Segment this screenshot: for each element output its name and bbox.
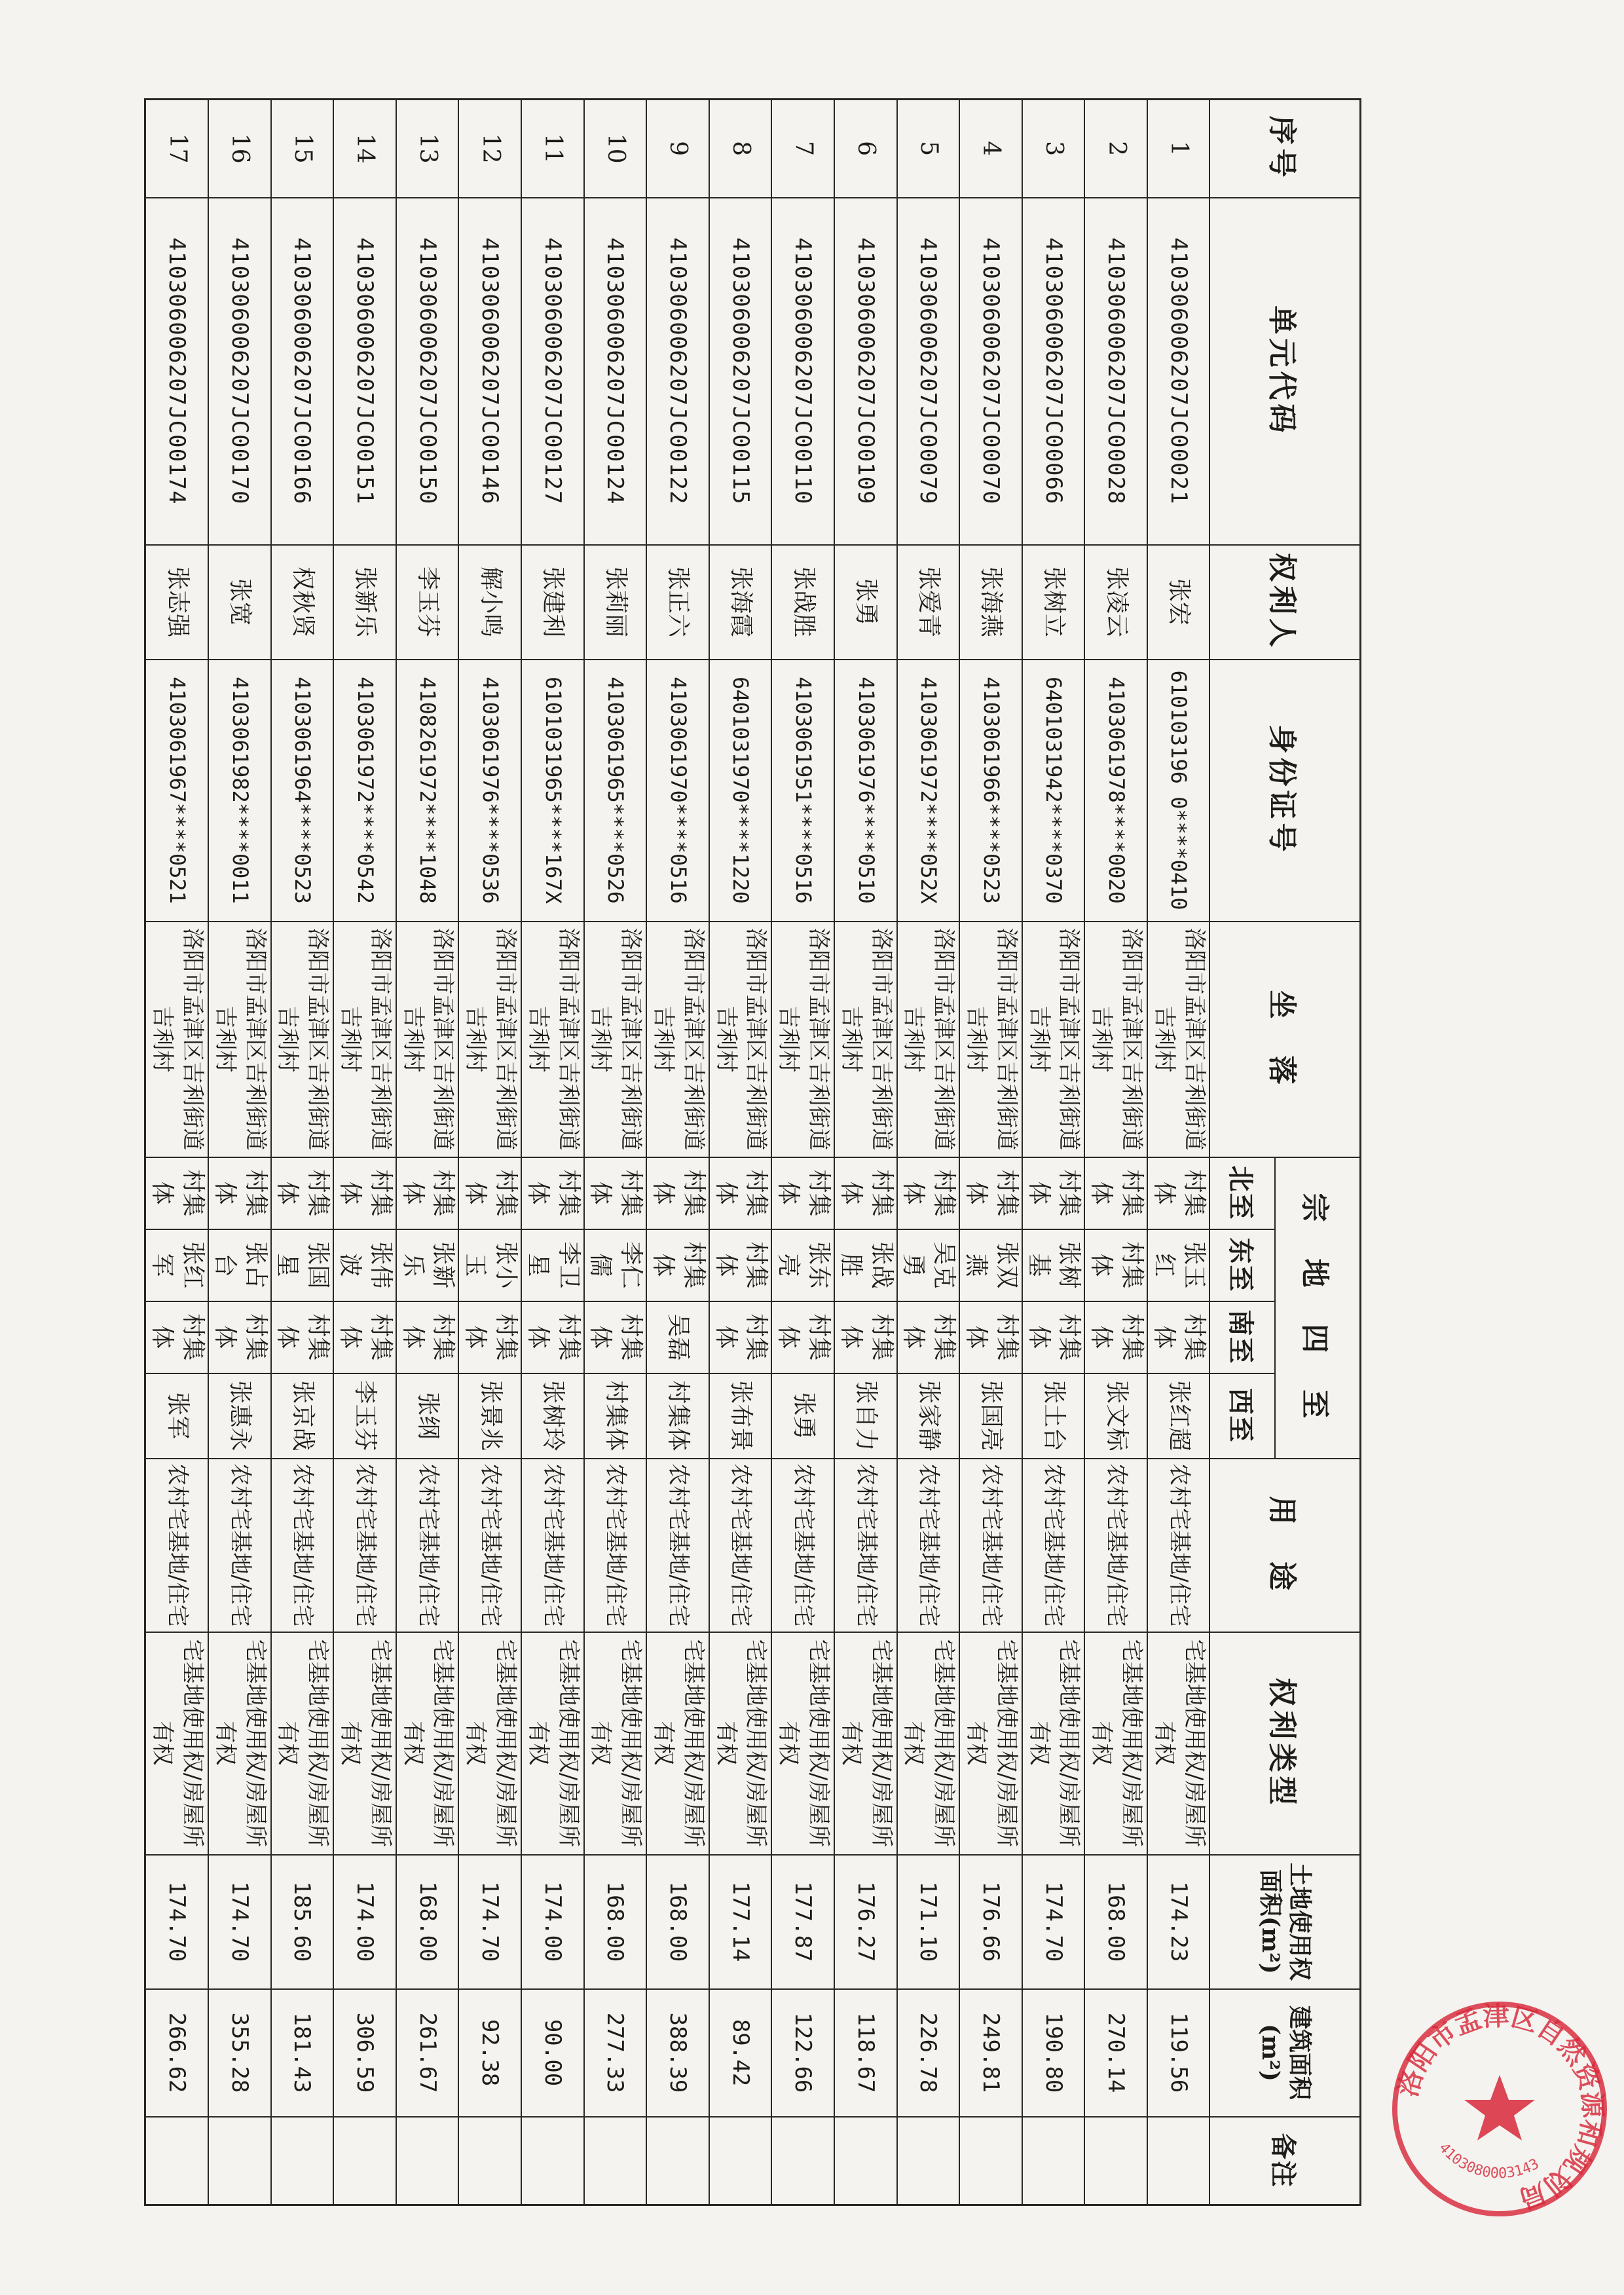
cell-south: 村集体 <box>1022 1301 1085 1373</box>
cell-building-area: 118.67 <box>834 1989 897 2117</box>
seal-star-icon <box>1464 2075 1535 2140</box>
table-row <box>1147 100 1210 2205</box>
cell-west: 李玉芬 <box>333 1373 396 1459</box>
cell-south: 村集体 <box>521 1301 584 1373</box>
cell-west: 村集体 <box>584 1373 647 1459</box>
cell-seq: 16 <box>208 100 271 198</box>
cell-location: 洛阳市孟津区吉利街道吉利村 <box>1022 922 1085 1157</box>
header-building-area: 建筑面积(m²) <box>1210 1989 1361 2117</box>
cell-west: 张国亮 <box>959 1373 1022 1459</box>
registry-table <box>144 98 1361 2206</box>
cell-seq: 10 <box>584 100 647 198</box>
cell-east: 张玉红 <box>1147 1229 1210 1301</box>
cell-north: 村集体 <box>208 1157 271 1229</box>
cell-building-area: 119.56 <box>1147 1989 1210 2117</box>
cell-seq: 13 <box>396 100 459 198</box>
cell-right-type: 宅基地使用权/房屋所有权 <box>1022 1632 1085 1855</box>
cell-building-area: 190.80 <box>1022 1989 1085 2117</box>
cell-id-number: 6101031965****167X <box>521 660 584 922</box>
cell-east: 张新乐 <box>396 1229 459 1301</box>
cell-land-area: 168.00 <box>584 1855 647 1989</box>
cell-id-number: 610103196 0****0410 <box>1147 660 1210 922</box>
cell-remarks <box>521 2117 584 2205</box>
table-row <box>521 100 584 2205</box>
cell-usage: 农村宅基地/住宅 <box>646 1459 709 1632</box>
cell-north: 村集体 <box>771 1157 834 1229</box>
cell-right-type: 宅基地使用权/房屋所有权 <box>145 1632 208 1855</box>
cell-west: 张景兆 <box>458 1373 521 1459</box>
cell-id-number: 4108261972****1048 <box>396 660 459 922</box>
cell-land-area: 174.70 <box>1022 1855 1085 1989</box>
cell-unit-code: 410306006207JC00122 <box>646 198 709 545</box>
cell-remarks <box>271 2117 334 2205</box>
cell-west: 张家静 <box>897 1373 960 1459</box>
cell-seq: 12 <box>458 100 521 198</box>
cell-building-area: 181.43 <box>271 1989 334 2117</box>
cell-holder: 张海燕 <box>959 545 1022 660</box>
cell-unit-code: 410306006207JC00115 <box>709 198 772 545</box>
cell-holder: 张树立 <box>1022 545 1085 660</box>
table-row <box>959 100 1022 2205</box>
seal-number: 4103080003143 <box>1435 2140 1542 2182</box>
cell-land-area: 174.70 <box>145 1855 208 1989</box>
cell-seq: 5 <box>897 100 960 198</box>
cell-east: 张小玉 <box>458 1229 521 1301</box>
cell-right-type: 宅基地使用权/房屋所有权 <box>834 1632 897 1855</box>
cell-right-type: 宅基地使用权/房屋所有权 <box>1084 1632 1147 1855</box>
table-row <box>145 100 208 2205</box>
cell-unit-code: 410306006207JC00079 <box>897 198 960 545</box>
header-right-type: 权利类型 <box>1210 1632 1361 1855</box>
header-east: 东至 <box>1210 1229 1276 1301</box>
cell-location: 洛阳市孟津区吉利街道吉利村 <box>1084 922 1147 1157</box>
cell-holder: 张海霞 <box>709 545 772 660</box>
header-remarks: 备注 <box>1210 2117 1361 2205</box>
cell-land-area: 168.00 <box>1084 1855 1147 1989</box>
cell-right-type: 宅基地使用权/房屋所有权 <box>959 1632 1022 1855</box>
cell-right-type: 宅基地使用权/房屋所有权 <box>271 1632 334 1855</box>
cell-south: 村集体 <box>396 1301 459 1373</box>
cell-location: 洛阳市孟津区吉利街道吉利村 <box>458 922 521 1157</box>
cell-land-area: 174.23 <box>1147 1855 1210 1989</box>
cell-usage: 农村宅基地/住宅 <box>333 1459 396 1632</box>
cell-land-area: 168.00 <box>646 1855 709 1989</box>
cell-location: 洛阳市孟津区吉利街道吉利村 <box>584 922 647 1157</box>
cell-east: 村集体 <box>1084 1229 1147 1301</box>
cell-holder: 张爱青 <box>897 545 960 660</box>
cell-id-number: 6401031942****0370 <box>1022 660 1085 922</box>
cell-right-type: 宅基地使用权/房屋所有权 <box>1147 1632 1210 1855</box>
cell-east: 张占台 <box>208 1229 271 1301</box>
cell-remarks <box>396 2117 459 2205</box>
cell-usage: 农村宅基地/住宅 <box>584 1459 647 1632</box>
cell-id-number: 4103061976****0510 <box>834 660 897 922</box>
cell-unit-code: 410306006207JC00151 <box>333 198 396 545</box>
cell-remarks <box>1084 2117 1147 2205</box>
cell-west: 张军 <box>145 1373 208 1459</box>
header-north: 北至 <box>1210 1157 1276 1229</box>
cell-holder: 张宽 <box>208 545 271 660</box>
cell-usage: 农村宅基地/住宅 <box>1084 1459 1147 1632</box>
cell-id-number: 4103061978****0020 <box>1084 660 1147 922</box>
cell-building-area: 266.62 <box>145 1989 208 2117</box>
cell-west: 张树玲 <box>521 1373 584 1459</box>
cell-id-number: 4103061967****0521 <box>145 660 208 922</box>
table-row <box>584 100 647 2205</box>
cell-land-area: 174.70 <box>208 1855 271 1989</box>
table-row <box>771 100 834 2205</box>
cell-west: 张布景 <box>709 1373 772 1459</box>
cell-west: 张文标 <box>1084 1373 1147 1459</box>
header-usage: 用 途 <box>1210 1459 1361 1632</box>
cell-id-number: 4103061972****052X <box>897 660 960 922</box>
cell-seq: 3 <box>1022 100 1085 198</box>
cell-holder: 解小鸣 <box>458 545 521 660</box>
cell-right-type: 宅基地使用权/房屋所有权 <box>897 1632 960 1855</box>
cell-south: 村集体 <box>771 1301 834 1373</box>
cell-id-number: 4103061972****0542 <box>333 660 396 922</box>
cell-north: 村集体 <box>271 1157 334 1229</box>
cell-north: 村集体 <box>1022 1157 1085 1229</box>
cell-south: 村集体 <box>834 1301 897 1373</box>
cell-location: 洛阳市孟津区吉利街道吉利村 <box>771 922 834 1157</box>
cell-location: 洛阳市孟津区吉利街道吉利村 <box>834 922 897 1157</box>
cell-south: 村集体 <box>709 1301 772 1373</box>
cell-south: 村集体 <box>145 1301 208 1373</box>
cell-unit-code: 410306006207JC00021 <box>1147 198 1210 545</box>
table-row <box>271 100 334 2205</box>
cell-right-type: 宅基地使用权/房屋所有权 <box>458 1632 521 1855</box>
cell-building-area: 122.66 <box>771 1989 834 2117</box>
cell-usage: 农村宅基地/住宅 <box>1022 1459 1085 1632</box>
cell-right-type: 宅基地使用权/房屋所有权 <box>646 1632 709 1855</box>
cell-usage: 农村宅基地/住宅 <box>834 1459 897 1632</box>
cell-east: 张红军 <box>145 1229 208 1301</box>
cell-remarks <box>959 2117 1022 2205</box>
seal-graphic <box>1395 2004 1604 2214</box>
cell-east: 张东亮 <box>771 1229 834 1301</box>
cell-remarks <box>1022 2117 1085 2205</box>
cell-location: 洛阳市孟津区吉利街道吉利村 <box>1147 922 1210 1157</box>
table-row <box>897 100 960 2205</box>
cell-north: 村集体 <box>396 1157 459 1229</box>
cell-north: 村集体 <box>1147 1157 1210 1229</box>
cell-south: 村集体 <box>271 1301 334 1373</box>
cell-seq: 11 <box>521 100 584 198</box>
cell-right-type: 宅基地使用权/房屋所有权 <box>208 1632 271 1855</box>
cell-usage: 农村宅基地/住宅 <box>145 1459 208 1632</box>
cell-id-number: 4103061966****0523 <box>959 660 1022 922</box>
cell-land-area: 168.00 <box>396 1855 459 1989</box>
cell-remarks <box>208 2117 271 2205</box>
cell-seq: 14 <box>333 100 396 198</box>
cell-location: 洛阳市孟津区吉利街道吉利村 <box>396 922 459 1157</box>
cell-location: 洛阳市孟津区吉利街道吉利村 <box>521 922 584 1157</box>
cell-location: 洛阳市孟津区吉利街道吉利村 <box>959 922 1022 1157</box>
cell-remarks <box>709 2117 772 2205</box>
cell-unit-code: 410306006207JC00028 <box>1084 198 1147 545</box>
cell-south: 村集体 <box>1147 1301 1210 1373</box>
cell-south: 村集体 <box>959 1301 1022 1373</box>
cell-unit-code: 410306006207JC00146 <box>458 198 521 545</box>
cell-usage: 农村宅基地/住宅 <box>271 1459 334 1632</box>
cell-unit-code: 410306006207JC00166 <box>271 198 334 545</box>
cell-id-number: 4103061951****0516 <box>771 660 834 922</box>
cell-usage: 农村宅基地/住宅 <box>959 1459 1022 1632</box>
cell-usage: 农村宅基地/住宅 <box>396 1459 459 1632</box>
cell-west: 张京战 <box>271 1373 334 1459</box>
cell-remarks <box>145 2117 208 2205</box>
cell-holder: 李玉芬 <box>396 545 459 660</box>
header-unit-code: 单元代码 <box>1210 198 1361 545</box>
table-row <box>834 100 897 2205</box>
cell-west: 张纲 <box>396 1373 459 1459</box>
cell-land-area: 176.66 <box>959 1855 1022 1989</box>
seal-ring-text: 洛阳市孟津区自然资源和规划局 <box>1392 2000 1608 2215</box>
rotated-content <box>149 98 1361 2204</box>
cell-holder: 张正六 <box>646 545 709 660</box>
cell-location: 洛阳市孟津区吉利街道吉利村 <box>709 922 772 1157</box>
cell-unit-code: 410306006207JC00070 <box>959 198 1022 545</box>
cell-location: 洛阳市孟津区吉利街道吉利村 <box>897 922 960 1157</box>
cell-remarks <box>897 2117 960 2205</box>
cell-remarks <box>1147 2117 1210 2205</box>
cell-holder: 张宏 <box>1147 545 1210 660</box>
header-location: 坐 落 <box>1210 922 1361 1157</box>
cell-north: 村集体 <box>646 1157 709 1229</box>
cell-north: 村集体 <box>333 1157 396 1229</box>
cell-holder: 张凌云 <box>1084 545 1147 660</box>
cell-holder: 张莉丽 <box>584 545 647 660</box>
header-land-area: 土地使用权面积(m²) <box>1210 1855 1361 1989</box>
cell-west: 张惠永 <box>208 1373 271 1459</box>
header-boundaries: 宗 地 四 至 <box>1276 1157 1361 1459</box>
cell-east: 村集体 <box>709 1229 772 1301</box>
cell-north: 村集体 <box>834 1157 897 1229</box>
cell-usage: 农村宅基地/住宅 <box>897 1459 960 1632</box>
cell-right-type: 宅基地使用权/房屋所有权 <box>771 1632 834 1855</box>
cell-land-area: 174.00 <box>521 1855 584 1989</box>
cell-seq: 8 <box>709 100 772 198</box>
cell-id-number: 6401031970****1220 <box>709 660 772 922</box>
table-row <box>458 100 521 2205</box>
cell-north: 村集体 <box>1084 1157 1147 1229</box>
cell-building-area: 89.42 <box>709 1989 772 2117</box>
cell-right-type: 宅基地使用权/房屋所有权 <box>333 1632 396 1855</box>
cell-land-area: 177.14 <box>709 1855 772 1989</box>
cell-land-area: 174.70 <box>458 1855 521 1989</box>
cell-east: 李仁儒 <box>584 1229 647 1301</box>
cell-building-area: 261.67 <box>396 1989 459 2117</box>
cell-land-area: 171.10 <box>897 1855 960 1989</box>
cell-usage: 农村宅基地/住宅 <box>771 1459 834 1632</box>
cell-remarks <box>646 2117 709 2205</box>
cell-land-area: 185.60 <box>271 1855 334 1989</box>
cell-north: 村集体 <box>584 1157 647 1229</box>
cell-holder: 张新乐 <box>333 545 396 660</box>
cell-usage: 农村宅基地/住宅 <box>458 1459 521 1632</box>
cell-remarks <box>584 2117 647 2205</box>
cell-usage: 农村宅基地/住宅 <box>208 1459 271 1632</box>
cell-east: 张战胜 <box>834 1229 897 1301</box>
cell-location: 洛阳市孟津区吉利街道吉利村 <box>271 922 334 1157</box>
cell-seq: 2 <box>1084 100 1147 198</box>
cell-land-area: 177.87 <box>771 1855 834 1989</box>
cell-holder: 张志强 <box>145 545 208 660</box>
cell-unit-code: 410306006207JC00109 <box>834 198 897 545</box>
cell-building-area: 92.38 <box>458 1989 521 2117</box>
table-row <box>709 100 772 2205</box>
cell-south: 村集体 <box>208 1301 271 1373</box>
table-row <box>646 100 709 2205</box>
cell-west: 张土台 <box>1022 1373 1085 1459</box>
cell-west: 张勇 <box>771 1373 834 1459</box>
cell-remarks <box>771 2117 834 2205</box>
cell-holder: 张建利 <box>521 545 584 660</box>
cell-unit-code: 410306006207JC00170 <box>208 198 271 545</box>
cell-south: 村集体 <box>333 1301 396 1373</box>
cell-building-area: 249.81 <box>959 1989 1022 2117</box>
cell-west: 张红超 <box>1147 1373 1210 1459</box>
cell-right-type: 宅基地使用权/房屋所有权 <box>584 1632 647 1855</box>
cell-east: 吴克勇 <box>897 1229 960 1301</box>
cell-north: 村集体 <box>458 1157 521 1229</box>
cell-building-area: 226.78 <box>897 1989 960 2117</box>
cell-building-area: 355.28 <box>208 1989 271 2117</box>
header-holder: 权利人 <box>1210 545 1361 660</box>
cell-id-number: 4103061970****0516 <box>646 660 709 922</box>
cell-unit-code: 410306006207JC00150 <box>396 198 459 545</box>
cell-location: 洛阳市孟津区吉利街道吉利村 <box>646 922 709 1157</box>
cell-id-number: 4103061982****0011 <box>208 660 271 922</box>
cell-seq: 17 <box>145 100 208 198</box>
cell-unit-code: 410306006207JC00110 <box>771 198 834 545</box>
cell-building-area: 277.33 <box>584 1989 647 2117</box>
cell-seq: 1 <box>1147 100 1210 198</box>
official-seal <box>1388 1998 1611 2220</box>
cell-holder: 张战胜 <box>771 545 834 660</box>
cell-east: 张树基 <box>1022 1229 1085 1301</box>
cell-unit-code: 410306006207JC00124 <box>584 198 647 545</box>
cell-land-area: 174.00 <box>333 1855 396 1989</box>
cell-id-number: 4103061964****0523 <box>271 660 334 922</box>
cell-land-area: 176.27 <box>834 1855 897 1989</box>
cell-south: 村集体 <box>1084 1301 1147 1373</box>
cell-remarks <box>458 2117 521 2205</box>
cell-holder: 权秋贤 <box>271 545 334 660</box>
cell-unit-code: 410306006207JC00127 <box>521 198 584 545</box>
header-west: 西至 <box>1210 1373 1276 1459</box>
cell-west: 村集体 <box>646 1373 709 1459</box>
cell-south: 村集体 <box>584 1301 647 1373</box>
cell-east: 张国星 <box>271 1229 334 1301</box>
cell-unit-code: 410306006207JC00066 <box>1022 198 1085 545</box>
cell-west: 张自力 <box>834 1373 897 1459</box>
cell-unit-code: 410306006207JC00174 <box>145 198 208 545</box>
cell-remarks <box>834 2117 897 2205</box>
cell-north: 村集体 <box>145 1157 208 1229</box>
cell-east: 李卫星 <box>521 1229 584 1301</box>
cell-id-number: 4103061976****0536 <box>458 660 521 922</box>
cell-usage: 农村宅基地/住宅 <box>709 1459 772 1632</box>
cell-north: 村集体 <box>959 1157 1022 1229</box>
cell-south: 村集体 <box>458 1301 521 1373</box>
table-row <box>1084 100 1147 2205</box>
cell-building-area: 388.39 <box>646 1989 709 2117</box>
cell-east: 张双燕 <box>959 1229 1022 1301</box>
table-row <box>396 100 459 2205</box>
header-id-number: 身份证号 <box>1210 660 1361 922</box>
cell-seq: 6 <box>834 100 897 198</box>
cell-building-area: 306.59 <box>333 1989 396 2117</box>
cell-building-area: 90.00 <box>521 1989 584 2117</box>
cell-seq: 9 <box>646 100 709 198</box>
cell-seq: 4 <box>959 100 1022 198</box>
table-body <box>145 100 1210 2205</box>
header-south: 南至 <box>1210 1301 1276 1373</box>
cell-south: 村集体 <box>897 1301 960 1373</box>
cell-seq: 15 <box>271 100 334 198</box>
table-row <box>1022 100 1085 2205</box>
cell-right-type: 宅基地使用权/房屋所有权 <box>709 1632 772 1855</box>
cell-north: 村集体 <box>709 1157 772 1229</box>
cell-holder: 张勇 <box>834 545 897 660</box>
header-seq: 序号 <box>1210 100 1361 198</box>
table-row <box>208 100 271 2205</box>
cell-location: 洛阳市孟津区吉利街道吉利村 <box>333 922 396 1157</box>
cell-north: 村集体 <box>521 1157 584 1229</box>
document-sheet <box>149 98 1608 2215</box>
table-row <box>333 100 396 2205</box>
cell-right-type: 宅基地使用权/房屋所有权 <box>396 1632 459 1855</box>
cell-remarks <box>333 2117 396 2205</box>
cell-south: 吴磊 <box>646 1301 709 1373</box>
cell-east: 张伟波 <box>333 1229 396 1301</box>
cell-north: 村集体 <box>897 1157 960 1229</box>
cell-east: 村集体 <box>646 1229 709 1301</box>
cell-usage: 农村宅基地/住宅 <box>521 1459 584 1632</box>
cell-id-number: 4103061965****0526 <box>584 660 647 922</box>
cell-usage: 农村宅基地/住宅 <box>1147 1459 1210 1632</box>
cell-seq: 7 <box>771 100 834 198</box>
cell-location: 洛阳市孟津区吉利街道吉利村 <box>145 922 208 1157</box>
cell-right-type: 宅基地使用权/房屋所有权 <box>521 1632 584 1855</box>
cell-location: 洛阳市孟津区吉利街道吉利村 <box>208 922 271 1157</box>
cell-building-area: 270.14 <box>1084 1989 1147 2117</box>
